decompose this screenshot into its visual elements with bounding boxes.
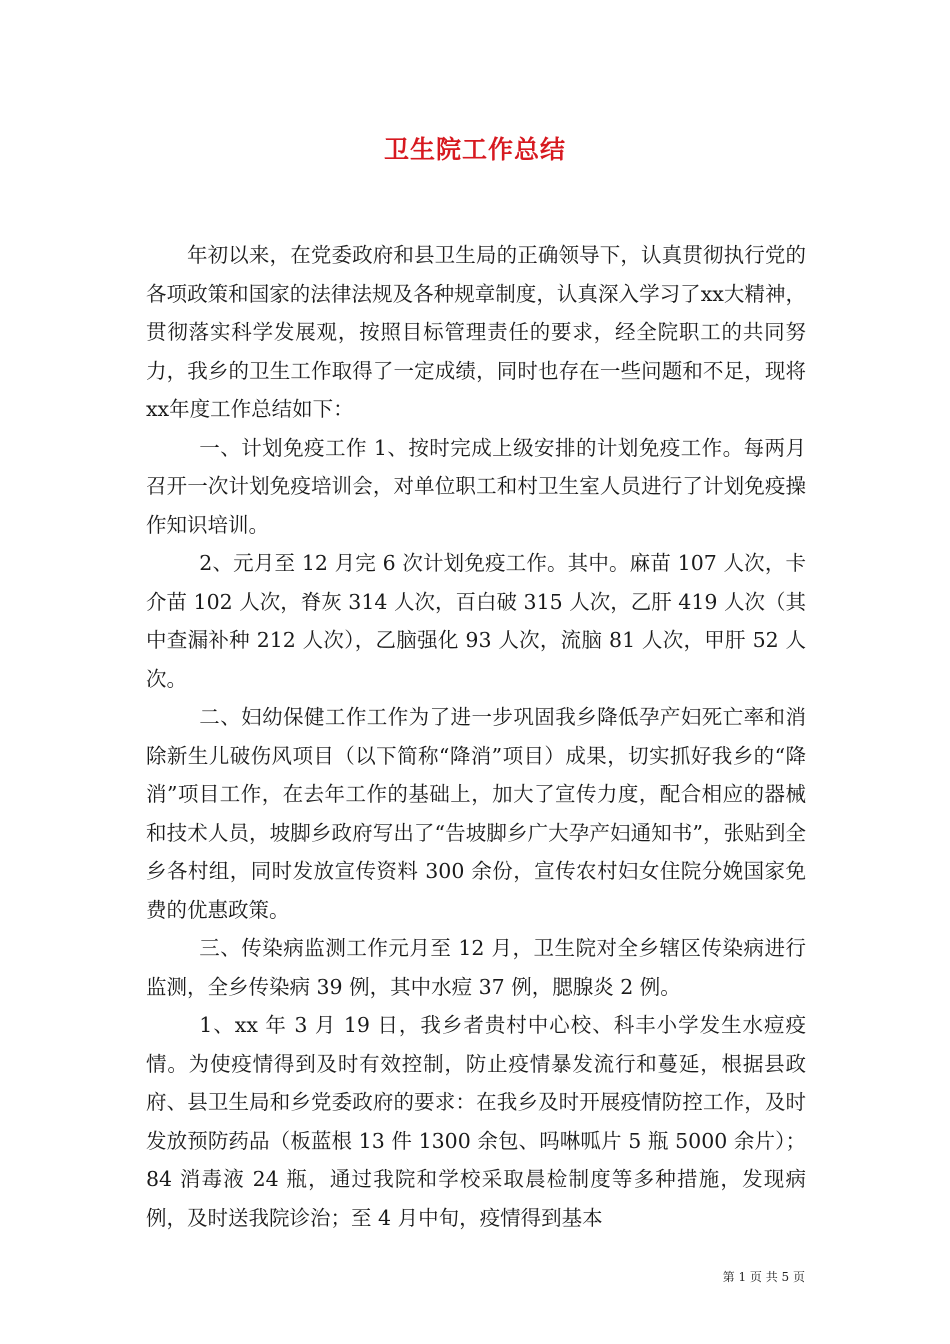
paragraph-immunization-stats: 2、元月至 12 月完 6 次计划免疫工作。其中。麻苗 107 人次，卡介苗 102 人次，脊灰 314 人次，百白破 315 人次，乙肝 419 人次（其中查漏补种 212 人次），乙脑强化 93 人次，流脑 81 人次，甲肝 52 人次。 [146,551,806,691]
paragraph-outbreak: 1、xx 年 3 月 19 日，我乡者贵村中心校、科丰小学发生水痘疫情。为使疫情得到及时有效控制，防止疫情暴发流行和蔓延，根据县政府、县卫生局和乡党委政府的要求：在我乡及时开展疫情防控工作，及时发放预防药品（板蓝根 13 件 1300 余包、吗啉呱片 5 瓶 5000 余片）；84 消毒液 24 瓶，通过我院和学校采取晨检制度等多种措施，发现病例，及时送我院诊治；至 4 月中旬，疫情得到基本 [146,1013,806,1230]
document-title: 卫生院工作总结 [383,135,566,164]
paragraph-disease-monitoring: 三、传染病监测工作元月至 12 月，卫生院对全乡辖区传染病进行监测，全乡传染病 39 例，其中水痘 37 例，腮腺炎 2 例。 [146,936,806,999]
document-body [146,236,806,1237]
paragraph-immunization: 一、计划免疫工作 1、按时完成上级安排的计划免疫工作。每两月召开一次计划免疫培训会，对单位职工和村卫生室人员进行了计划免疫操作知识培训。 [146,435,806,537]
paragraph-maternal-child: 二、妇幼保健工作工作为了进一步巩固我乡降低孕产妇死亡率和消除新生儿破伤风项目（以下简称“降消”项目）成果，切实抓好我乡的“降消”项目工作，在去年工作的基础上，加大了宣传力度，配合相应的器械和技术人员，坡脚乡政府写出了“告坡脚乡广大孕产妇通知书”，张贴到全乡各村组，同时发放宣传资料 300 余份，宣传农村妇女住院分娩国家免费的优惠政策。 [146,705,806,922]
page-number: 第 1 页 共 5 页 [722,1270,805,1284]
paragraph-intro: 年初以来，在党委政府和县卫生局的正确领导下，认真贯彻执行党的各项政策和国家的法律法规及各种规章制度，认真深入学习了xx大精神，贯彻落实科学发展观，按照目标管理责任的要求，经全院职工的共同努力，我乡的卫生工作取得了一定成绩，同时也存在一些问题和不足，现将xx年度工作总结如下： [146,243,806,421]
